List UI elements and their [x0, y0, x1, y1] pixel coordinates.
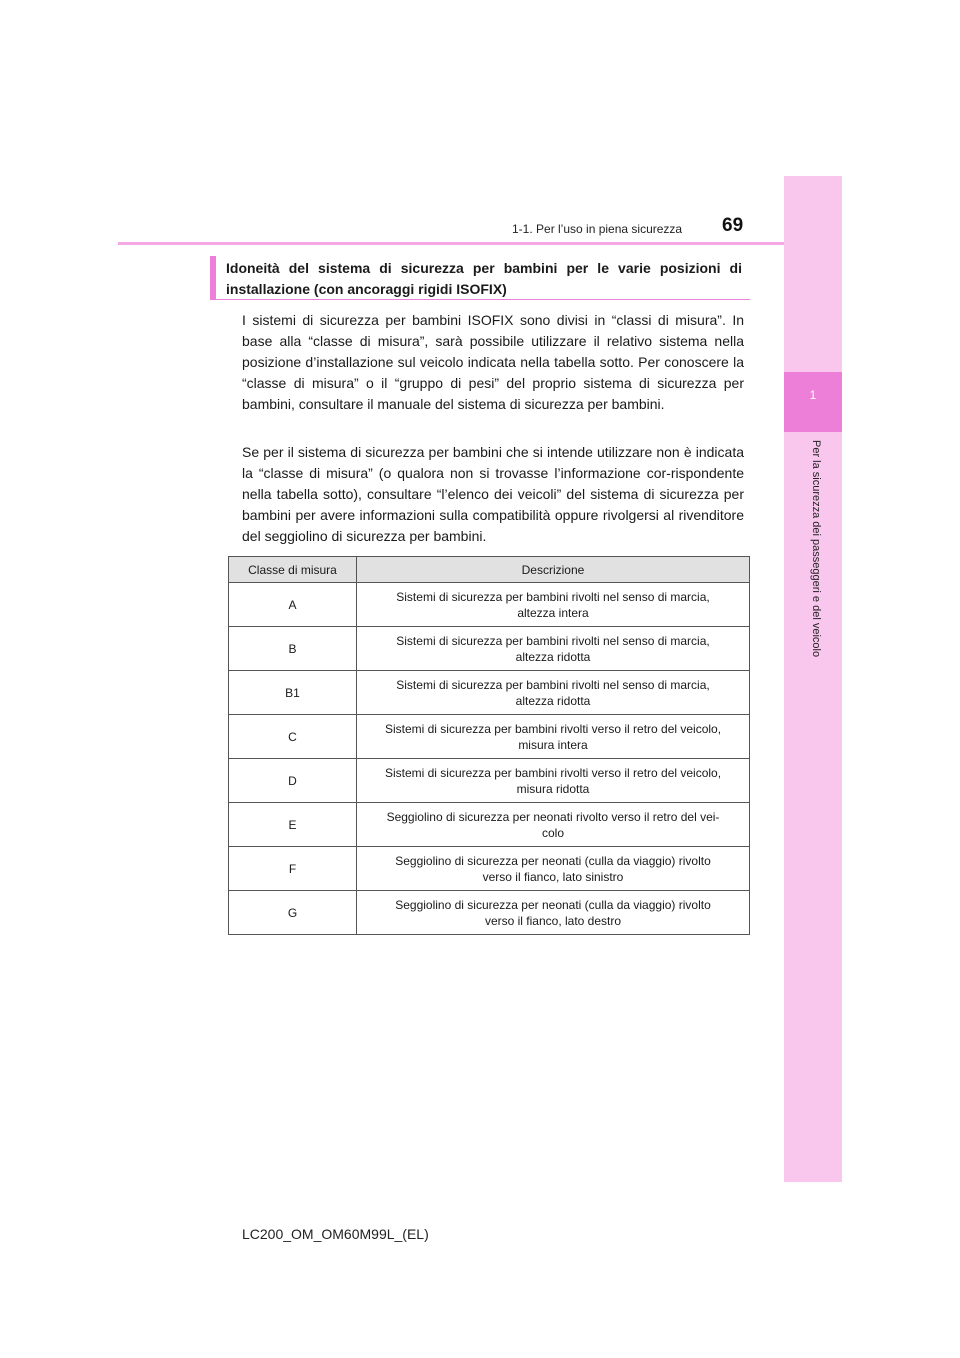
description-line: altezza intera — [517, 605, 589, 620]
table-cell-class: D — [229, 759, 357, 803]
table-row — [229, 583, 750, 627]
description-line: misura intera — [518, 737, 588, 752]
table-cell-description — [357, 627, 750, 671]
chapter-label: Per la sicurezza dei passeggeri e del veicolo — [810, 440, 822, 658]
table-row — [229, 627, 750, 671]
table-row — [229, 847, 750, 891]
description-line: Seggiolino di sicurezza per neonati rivolto verso il retro del vei- — [386, 809, 720, 824]
running-header-section: 1-1. Per l’uso in piena sicurezza — [512, 222, 683, 236]
table-row — [229, 891, 750, 935]
table-cell-class: F — [229, 847, 357, 891]
table-cell-description — [357, 671, 750, 715]
body-paragraph-size-classes: I sistemi di sicurezza per bambini ISOFIX sono divisi in “classi di misura”. In base alla “classe di misura”, sarà possibile utilizzare il relativo sistema nella posizione d’installazione sul veicolo indicata nella tabella sotto. Per conoscere la “classe di misura” o il “gruppo di pesi” del proprio sistema di sicurezza per bambini, consultare il manuale del sistema di sicurezza per bambini. — [242, 312, 744, 412]
description-line: Seggiolino di sicurezza per neonati (culla da viaggio) rivolto — [395, 853, 711, 868]
table-row — [229, 803, 750, 847]
table-header-description: Descrizione — [357, 557, 750, 583]
description-line: verso il fianco, lato destro — [484, 913, 622, 928]
description-line: colo — [541, 825, 564, 840]
description-line: Sistemi di sicurezza per bambini rivolti verso il retro del veicolo, — [384, 721, 722, 736]
table-cell-class: B — [229, 627, 357, 671]
table-cell-description — [357, 803, 750, 847]
chapter-number: 1 — [809, 388, 817, 402]
table-cell-class: B1 — [229, 671, 357, 715]
description-line: altezza ridotta — [515, 649, 591, 664]
section-heading: Idoneità del sistema di sicurezza per bambini per le varie posizioni di installazione (con ancoraggi rigidi ISOFIX) — [210, 256, 750, 300]
table-cell-description — [357, 715, 750, 759]
description-line: Sistemi di sicurezza per bambini rivolti nel senso di marcia, — [396, 589, 710, 604]
description-line: misura ridotta — [516, 781, 590, 796]
table-cell-description — [357, 759, 750, 803]
chapter-tab-active-marker[interactable] — [784, 372, 842, 432]
table-row — [229, 759, 750, 803]
description-line: verso il fianco, lato sinistro — [482, 869, 624, 884]
table-cell-class: C — [229, 715, 357, 759]
description-line: Seggiolino di sicurezza per neonati (culla da viaggio) rivolto — [395, 897, 711, 912]
table-cell-description — [357, 847, 750, 891]
table-header-row — [229, 557, 750, 583]
document-code: LC200_OM_OM60M99L_(EL) — [242, 1226, 429, 1242]
size-class-table — [228, 556, 750, 935]
table-cell-description — [357, 583, 750, 627]
description-line: Sistemi di sicurezza per bambini rivolti verso il retro del veicolo, — [384, 765, 722, 780]
description-line: Sistemi di sicurezza per bambini rivolti nel senso di marcia, — [396, 633, 710, 648]
page-number: 69 — [722, 215, 744, 236]
header-rule — [118, 242, 784, 245]
description-line: Sistemi di sicurezza per bambini rivolti nel senso di marcia, — [396, 677, 710, 692]
body-paragraph-missing-class: Se per il sistema di sicurezza per bambini che si intende utilizzare non è indicata la “classe di misura” (o qualora non si trovasse l’informazione cor-rispondente nella tabella sotto), consultare “l’elenco dei veicoli” del sistema di sicurezza per bambini per avere informazioni sulla compatibilità oppure rivolgersi al rivenditore del seggiolino di sicurezza per bambini. — [242, 444, 744, 544]
table-row — [229, 671, 750, 715]
table-cell-description — [357, 891, 750, 935]
description-line: altezza ridotta — [515, 693, 591, 708]
table-header-size-class: Classe di misura — [229, 557, 357, 583]
table-cell-class: E — [229, 803, 357, 847]
table-cell-class: G — [229, 891, 357, 935]
table-cell-class: A — [229, 583, 357, 627]
table-row — [229, 715, 750, 759]
